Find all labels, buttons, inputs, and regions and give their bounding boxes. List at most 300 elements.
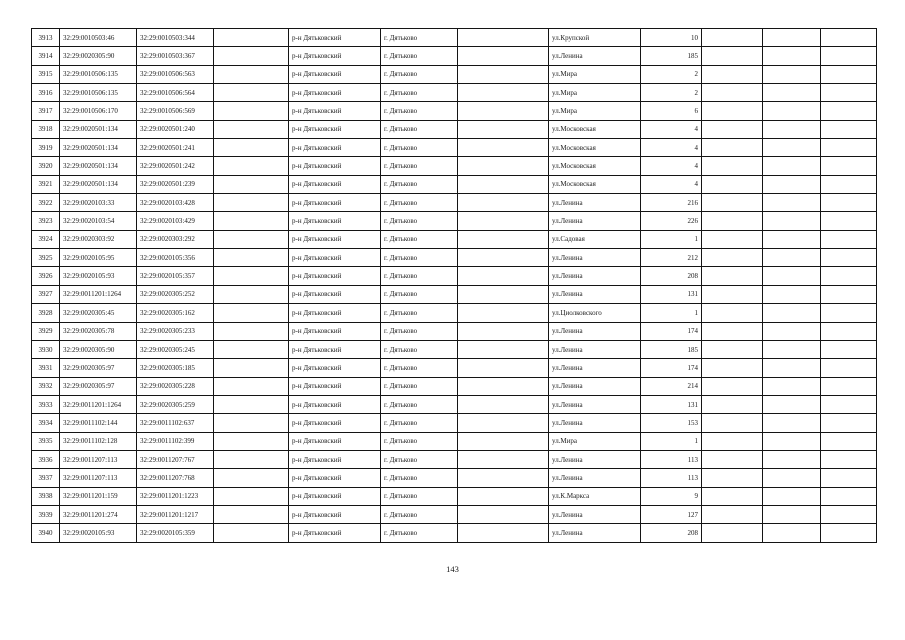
empty-cell: [763, 285, 821, 303]
house-number-cell: 9: [641, 487, 702, 505]
empty-cell: [763, 65, 821, 83]
table-row: [32, 505, 877, 523]
street-cell: ул.Ленина: [549, 359, 641, 377]
table-row: [32, 212, 877, 230]
empty-cell: [702, 267, 763, 285]
object-number-cell: 32:29:0020105:359: [137, 524, 214, 542]
table-row: [32, 414, 877, 432]
table-row: [32, 120, 877, 138]
empty-cell: [458, 304, 549, 322]
district-cell: р-н Дятьковский: [289, 84, 381, 102]
parcel-number-cell: 32:29:0011207:113: [60, 450, 137, 468]
parcel-number-cell: 32:29:0020501:134: [60, 120, 137, 138]
register-table-container: [31, 28, 876, 543]
empty-cell: [702, 505, 763, 523]
locality-cell: г. Дятьково: [381, 47, 458, 65]
parcel-number-cell: 32:29:0020305:97: [60, 377, 137, 395]
empty-cell: [214, 212, 289, 230]
empty-cell: [821, 414, 877, 432]
table-body: [32, 29, 877, 543]
row-number-cell: 3932: [32, 377, 60, 395]
street-cell: ул.Мира: [549, 102, 641, 120]
parcel-number-cell: 32:29:0011201:1264: [60, 285, 137, 303]
empty-cell: [763, 47, 821, 65]
row-number-cell: 3927: [32, 285, 60, 303]
object-number-cell: 32:29:0020501:240: [137, 120, 214, 138]
object-number-cell: 32:29:0020305:233: [137, 322, 214, 340]
empty-cell: [214, 139, 289, 157]
empty-cell: [458, 359, 549, 377]
empty-cell: [763, 194, 821, 212]
parcel-number-cell: 32:29:0011102:144: [60, 414, 137, 432]
locality-cell: г. Дятьково: [381, 212, 458, 230]
table-row: [32, 157, 877, 175]
locality-cell: г. Дятьково: [381, 505, 458, 523]
empty-cell: [458, 139, 549, 157]
table-row: [32, 340, 877, 358]
district-cell: р-н Дятьковский: [289, 212, 381, 230]
empty-cell: [702, 65, 763, 83]
locality-cell: г. Дятьково: [381, 524, 458, 542]
row-number-cell: 3940: [32, 524, 60, 542]
empty-cell: [458, 322, 549, 340]
empty-cell: [458, 487, 549, 505]
object-number-cell: 32:29:0020303:292: [137, 230, 214, 248]
empty-cell: [458, 230, 549, 248]
empty-cell: [763, 414, 821, 432]
house-number-cell: 212: [641, 249, 702, 267]
empty-cell: [821, 249, 877, 267]
parcel-number-cell: 32:29:0020501:134: [60, 157, 137, 175]
empty-cell: [763, 469, 821, 487]
street-cell: ул.Московская: [549, 157, 641, 175]
empty-cell: [214, 340, 289, 358]
empty-cell: [702, 230, 763, 248]
street-cell: ул.Ленина: [549, 340, 641, 358]
empty-cell: [821, 359, 877, 377]
parcel-number-cell: 32:29:0020105:93: [60, 267, 137, 285]
empty-cell: [821, 120, 877, 138]
parcel-number-cell: 32:29:0020105:95: [60, 249, 137, 267]
object-number-cell: 32:29:0020305:228: [137, 377, 214, 395]
district-cell: р-н Дятьковский: [289, 377, 381, 395]
row-number-cell: 3922: [32, 194, 60, 212]
empty-cell: [458, 29, 549, 47]
locality-cell: г. Дятьково: [381, 432, 458, 450]
empty-cell: [763, 175, 821, 193]
empty-cell: [702, 395, 763, 413]
district-cell: р-н Дятьковский: [289, 47, 381, 65]
row-number-cell: 3936: [32, 450, 60, 468]
empty-cell: [214, 487, 289, 505]
house-number-cell: 208: [641, 267, 702, 285]
district-cell: р-н Дятьковский: [289, 505, 381, 523]
empty-cell: [458, 377, 549, 395]
empty-cell: [458, 175, 549, 193]
table-row: [32, 395, 877, 413]
parcel-number-cell: 32:29:0011201:1264: [60, 395, 137, 413]
district-cell: р-н Дятьковский: [289, 120, 381, 138]
empty-cell: [702, 29, 763, 47]
parcel-number-cell: 32:29:0010506:135: [60, 65, 137, 83]
empty-cell: [821, 157, 877, 175]
house-number-cell: 185: [641, 340, 702, 358]
street-cell: ул.Ленина: [549, 469, 641, 487]
street-cell: ул.Ленина: [549, 395, 641, 413]
district-cell: р-н Дятьковский: [289, 139, 381, 157]
district-cell: р-н Дятьковский: [289, 230, 381, 248]
empty-cell: [763, 230, 821, 248]
locality-cell: г. Дятьково: [381, 157, 458, 175]
street-cell: ул.Ленина: [549, 285, 641, 303]
empty-cell: [458, 47, 549, 65]
street-cell: ул.Ленина: [549, 47, 641, 65]
empty-cell: [458, 414, 549, 432]
empty-cell: [763, 249, 821, 267]
table-row: [32, 230, 877, 248]
table-row: [32, 487, 877, 505]
parcel-number-cell: 32:29:0011201:274: [60, 505, 137, 523]
row-number-cell: 3933: [32, 395, 60, 413]
empty-cell: [821, 450, 877, 468]
empty-cell: [821, 175, 877, 193]
row-number-cell: 3939: [32, 505, 60, 523]
object-number-cell: 32:29:0010506:564: [137, 84, 214, 102]
street-cell: ул.Ленина: [549, 249, 641, 267]
empty-cell: [763, 29, 821, 47]
parcel-number-cell: 32:29:0010506:170: [60, 102, 137, 120]
empty-cell: [763, 212, 821, 230]
house-number-cell: 226: [641, 212, 702, 230]
house-number-cell: 208: [641, 524, 702, 542]
table-row: [32, 249, 877, 267]
empty-cell: [458, 102, 549, 120]
register-table: [31, 28, 877, 543]
district-cell: р-н Дятьковский: [289, 414, 381, 432]
empty-cell: [214, 432, 289, 450]
empty-cell: [763, 487, 821, 505]
row-number-cell: 3934: [32, 414, 60, 432]
empty-cell: [702, 340, 763, 358]
empty-cell: [702, 47, 763, 65]
empty-cell: [821, 194, 877, 212]
empty-cell: [702, 414, 763, 432]
district-cell: р-н Дятьковский: [289, 450, 381, 468]
empty-cell: [458, 65, 549, 83]
empty-cell: [458, 395, 549, 413]
empty-cell: [821, 469, 877, 487]
row-number-cell: 3918: [32, 120, 60, 138]
empty-cell: [702, 175, 763, 193]
empty-cell: [214, 65, 289, 83]
street-cell: ул.Ленина: [549, 505, 641, 523]
table-row: [32, 139, 877, 157]
house-number-cell: 214: [641, 377, 702, 395]
empty-cell: [702, 432, 763, 450]
empty-cell: [702, 212, 763, 230]
locality-cell: г. Дятьково: [381, 359, 458, 377]
empty-cell: [821, 395, 877, 413]
empty-cell: [763, 340, 821, 358]
empty-cell: [763, 359, 821, 377]
empty-cell: [821, 505, 877, 523]
empty-cell: [763, 524, 821, 542]
table-row: [32, 47, 877, 65]
row-number-cell: 3938: [32, 487, 60, 505]
district-cell: р-н Дятьковский: [289, 102, 381, 120]
empty-cell: [763, 450, 821, 468]
street-cell: ул.Мира: [549, 65, 641, 83]
empty-cell: [702, 157, 763, 175]
table-row: [32, 285, 877, 303]
row-number-cell: 3920: [32, 157, 60, 175]
empty-cell: [763, 157, 821, 175]
object-number-cell: 32:29:0020305:185: [137, 359, 214, 377]
row-number-cell: 3923: [32, 212, 60, 230]
empty-cell: [458, 469, 549, 487]
district-cell: р-н Дятьковский: [289, 359, 381, 377]
empty-cell: [214, 102, 289, 120]
locality-cell: г. Дятьково: [381, 450, 458, 468]
empty-cell: [458, 340, 549, 358]
empty-cell: [821, 230, 877, 248]
empty-cell: [702, 84, 763, 102]
row-number-cell: 3926: [32, 267, 60, 285]
empty-cell: [702, 469, 763, 487]
empty-cell: [702, 450, 763, 468]
district-cell: р-н Дятьковский: [289, 487, 381, 505]
empty-cell: [214, 47, 289, 65]
empty-cell: [702, 102, 763, 120]
empty-cell: [763, 304, 821, 322]
empty-cell: [458, 267, 549, 285]
house-number-cell: 2: [641, 65, 702, 83]
parcel-number-cell: 32:29:0020305:78: [60, 322, 137, 340]
object-number-cell: 32:29:0011207:768: [137, 469, 214, 487]
empty-cell: [821, 340, 877, 358]
row-number-cell: 3931: [32, 359, 60, 377]
empty-cell: [214, 157, 289, 175]
empty-cell: [702, 304, 763, 322]
table-row: [32, 432, 877, 450]
district-cell: р-н Дятьковский: [289, 469, 381, 487]
parcel-number-cell: 32:29:0011207:113: [60, 469, 137, 487]
empty-cell: [458, 450, 549, 468]
empty-cell: [763, 102, 821, 120]
district-cell: р-н Дятьковский: [289, 29, 381, 47]
house-number-cell: 10: [641, 29, 702, 47]
table-row: [32, 65, 877, 83]
street-cell: ул.Ленина: [549, 212, 641, 230]
locality-cell: г. Дятьково: [381, 340, 458, 358]
empty-cell: [763, 505, 821, 523]
empty-cell: [821, 65, 877, 83]
empty-cell: [763, 139, 821, 157]
street-cell: ул.Крупской: [549, 29, 641, 47]
row-number-cell: 3929: [32, 322, 60, 340]
district-cell: р-н Дятьковский: [289, 432, 381, 450]
empty-cell: [458, 84, 549, 102]
empty-cell: [214, 249, 289, 267]
house-number-cell: 174: [641, 322, 702, 340]
house-number-cell: 113: [641, 450, 702, 468]
district-cell: р-н Дятьковский: [289, 65, 381, 83]
locality-cell: г. Дятьково: [381, 395, 458, 413]
house-number-cell: 131: [641, 285, 702, 303]
empty-cell: [214, 175, 289, 193]
table-row: [32, 102, 877, 120]
empty-cell: [821, 212, 877, 230]
empty-cell: [458, 194, 549, 212]
empty-cell: [458, 120, 549, 138]
locality-cell: г. Дятьково: [381, 29, 458, 47]
street-cell: ул.Ленина: [549, 450, 641, 468]
house-number-cell: 174: [641, 359, 702, 377]
row-number-cell: 3937: [32, 469, 60, 487]
object-number-cell: 32:29:0020501:242: [137, 157, 214, 175]
table-row: [32, 469, 877, 487]
empty-cell: [214, 359, 289, 377]
locality-cell: г. Дятьково: [381, 414, 458, 432]
parcel-number-cell: 32:29:0020305:45: [60, 304, 137, 322]
table-row: [32, 359, 877, 377]
empty-cell: [458, 505, 549, 523]
district-cell: р-н Дятьковский: [289, 285, 381, 303]
locality-cell: г. Дятьково: [381, 65, 458, 83]
district-cell: р-н Дятьковский: [289, 322, 381, 340]
empty-cell: [821, 285, 877, 303]
empty-cell: [702, 139, 763, 157]
object-number-cell: 32:29:0020105:356: [137, 249, 214, 267]
street-cell: ул.Ленина: [549, 267, 641, 285]
street-cell: ул.Ленина: [549, 322, 641, 340]
empty-cell: [821, 29, 877, 47]
empty-cell: [702, 524, 763, 542]
empty-cell: [458, 212, 549, 230]
object-number-cell: 32:29:0011207:767: [137, 450, 214, 468]
empty-cell: [702, 120, 763, 138]
locality-cell: г. Дятьково: [381, 102, 458, 120]
table-row: [32, 175, 877, 193]
object-number-cell: 32:29:0011102:637: [137, 414, 214, 432]
empty-cell: [214, 120, 289, 138]
parcel-number-cell: 32:29:0020305:97: [60, 359, 137, 377]
empty-cell: [214, 450, 289, 468]
street-cell: ул.Московская: [549, 120, 641, 138]
empty-cell: [214, 524, 289, 542]
empty-cell: [702, 322, 763, 340]
street-cell: ул.Ленина: [549, 524, 641, 542]
empty-cell: [214, 395, 289, 413]
empty-cell: [763, 267, 821, 285]
locality-cell: г. Дятьково: [381, 285, 458, 303]
empty-cell: [702, 487, 763, 505]
empty-cell: [214, 29, 289, 47]
table-row: [32, 322, 877, 340]
house-number-cell: 1: [641, 304, 702, 322]
empty-cell: [763, 395, 821, 413]
table-row: [32, 267, 877, 285]
house-number-cell: 1: [641, 230, 702, 248]
street-cell: ул.Мира: [549, 84, 641, 102]
house-number-cell: 6: [641, 102, 702, 120]
empty-cell: [763, 377, 821, 395]
object-number-cell: 32:29:0020305:259: [137, 395, 214, 413]
page-number: 143: [446, 564, 459, 574]
table-row: [32, 29, 877, 47]
table-row: [32, 524, 877, 542]
street-cell: ул.Садовая: [549, 230, 641, 248]
locality-cell: г. Дятьково: [381, 304, 458, 322]
row-number-cell: 3916: [32, 84, 60, 102]
empty-cell: [821, 84, 877, 102]
locality-cell: г. Дятьково: [381, 249, 458, 267]
empty-cell: [214, 84, 289, 102]
empty-cell: [763, 120, 821, 138]
street-cell: ул.Ленина: [549, 194, 641, 212]
parcel-number-cell: 32:29:0020103:54: [60, 212, 137, 230]
empty-cell: [214, 469, 289, 487]
empty-cell: [214, 285, 289, 303]
district-cell: р-н Дятьковский: [289, 194, 381, 212]
street-cell: ул.Московская: [549, 139, 641, 157]
empty-cell: [821, 102, 877, 120]
empty-cell: [458, 157, 549, 175]
locality-cell: г. Дятьково: [381, 377, 458, 395]
locality-cell: г. Дятьково: [381, 267, 458, 285]
object-number-cell: 32:29:0011201:1223: [137, 487, 214, 505]
parcel-number-cell: 32:29:0010506:135: [60, 84, 137, 102]
object-number-cell: 32:29:0020103:428: [137, 194, 214, 212]
row-number-cell: 3935: [32, 432, 60, 450]
empty-cell: [702, 285, 763, 303]
object-number-cell: 32:29:0020305:252: [137, 285, 214, 303]
object-number-cell: 32:29:0010506:563: [137, 65, 214, 83]
parcel-number-cell: 32:29:0020305:90: [60, 340, 137, 358]
table-row: [32, 377, 877, 395]
house-number-cell: 2: [641, 84, 702, 102]
empty-cell: [214, 377, 289, 395]
row-number-cell: 3919: [32, 139, 60, 157]
district-cell: р-н Дятьковский: [289, 249, 381, 267]
street-cell: ул.Ленина: [549, 377, 641, 395]
street-cell: ул.Ленина: [549, 414, 641, 432]
row-number-cell: 3928: [32, 304, 60, 322]
district-cell: р-н Дятьковский: [289, 157, 381, 175]
empty-cell: [458, 249, 549, 267]
house-number-cell: 4: [641, 120, 702, 138]
table-row: [32, 84, 877, 102]
object-number-cell: 32:29:0020103:429: [137, 212, 214, 230]
empty-cell: [214, 304, 289, 322]
row-number-cell: 3917: [32, 102, 60, 120]
house-number-cell: 216: [641, 194, 702, 212]
locality-cell: г. Дятьково: [381, 120, 458, 138]
house-number-cell: 131: [641, 395, 702, 413]
object-number-cell: 32:29:0011201:1217: [137, 505, 214, 523]
house-number-cell: 4: [641, 175, 702, 193]
street-cell: ул.Мира: [549, 432, 641, 450]
locality-cell: г. Дятьково: [381, 469, 458, 487]
district-cell: р-н Дятьковский: [289, 267, 381, 285]
empty-cell: [214, 322, 289, 340]
empty-cell: [763, 322, 821, 340]
locality-cell: г. Дятьково: [381, 194, 458, 212]
object-number-cell: 32:29:0020105:357: [137, 267, 214, 285]
district-cell: р-н Дятьковский: [289, 304, 381, 322]
table-row: [32, 450, 877, 468]
empty-cell: [458, 285, 549, 303]
